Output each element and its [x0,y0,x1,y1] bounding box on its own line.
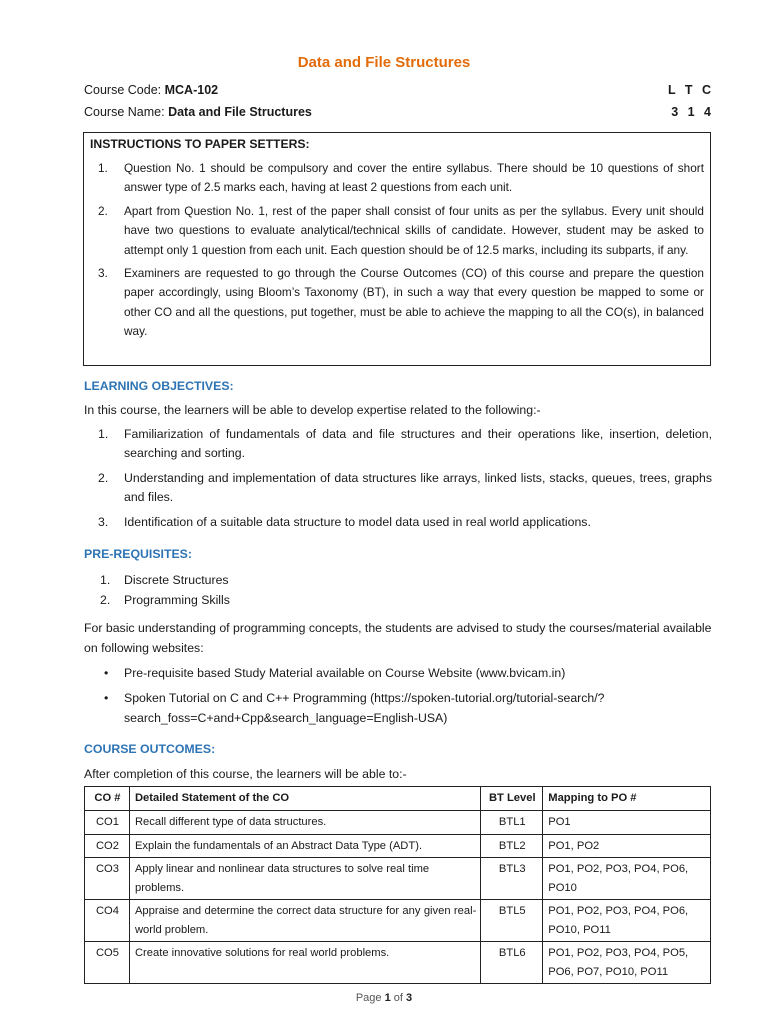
statement-cell: Create innovative solutions for real world problems. [129,942,480,984]
po-cell: PO1 [543,811,711,835]
list-item: • Spoken Tutorial on C and C++ Programming (https://spoken-tutorial.org/tutorial-search/?search_foss=C+and+Cpp&search_language=English-USA) [104,691,605,725]
course-code: MCA-102 [164,83,219,97]
course-outcomes-table [84,786,711,984]
co-cell: CO5 [85,942,130,984]
course-code-label: Course Code: [84,83,165,97]
list-item: • Pre-requisite based Study Material available on Course Website (www.bvicam.in) [104,666,566,680]
table-row [85,900,711,942]
bt-cell: BTL2 [481,834,543,858]
co-cell: CO2 [85,834,130,858]
co-cell: CO3 [85,858,130,900]
table-row [85,834,711,858]
bt-cell: BTL6 [481,942,543,984]
statement-cell: Explain the fundamentals of an Abstract Data Type (ADT). [129,834,480,858]
statement-cell: Apply linear and nonlinear data structures to solve real time problems. [129,858,480,900]
learning-objectives-heading: LEARNING OBJECTIVES: [84,379,234,393]
co-cell: CO1 [85,811,130,835]
column-header: Detailed Statement of the CO [129,787,480,811]
list-item: 1. Familiarization of fundamentals of data and file structures and their operations like, insertion, deletion, searching and sorting. [98,427,712,461]
po-cell: PO1, PO2 [543,834,711,858]
instructions-heading: INSTRUCTIONS TO PAPER SETTERS: [90,137,310,151]
prerequisites-heading: PRE-REQUISITES: [84,547,192,561]
course-outcomes-intro: After completion of this course, the learners will be able to:- [84,767,407,781]
ltc-header: L T C [667,83,712,97]
list-item: 2. Understanding and implementation of data structures like arrays, linked lists, stacks, queues, trees, graphs and files. [98,470,712,505]
bt-cell: BTL1 [481,811,543,835]
bt-cell: BTL3 [481,858,543,900]
list-item: 3. Examiners are requested to go through the Course Outcomes (CO) of this course and prepare the question paper accordingly, using Bloom’s Taxonomy (BT), in such a way that every question be mapped to some or other CO and all the questions, put together, must be able to achieve the mapping to all the CO(s), in balanced way. [98,266,704,339]
column-header: CO # [85,787,130,811]
course-name-row [84,105,714,119]
page-number: 1 [384,992,391,1004]
list-item: 2. Apart from Question No. 1, rest of the paper shall consist of four units as per the syllabus. Every unit should have two questions to evaluate analytical/technical skills of candidate. However, student may be asked to attempt only 1 question from each unit. Each question should be of 12.5 marks, including its subparts, if any. [98,203,704,257]
course-outcomes-heading: COURSE OUTCOMES: [84,742,216,756]
prerequisites-list [84,570,712,610]
list-item: 2. Programming Skills [100,593,230,607]
list-item: 1. Question No. 1 should be compulsory and cover the entire syllabus. There should be 10 questions of short answer type of 2.5 marks each, having at least 2 questions from each unit. [98,161,704,195]
table-header-row [85,787,711,811]
table-row [85,942,711,984]
list-item: 3. Identification of a suitable data structure to model data used in real world applications. [98,514,591,529]
instructions-list [84,159,704,342]
column-header: BT Level [481,787,543,811]
course-name: Data and File Structures [168,105,312,119]
statement-cell: Recall different type of data structures. [129,811,480,835]
po-cell: PO1, PO2, PO3, PO4, PO5, PO6, PO7, PO10, PO11 [543,942,711,984]
page-total: 3 [406,992,413,1004]
learning-objectives-intro: In this course, the learners will be able to develop expertise related to the following:- [84,403,541,417]
ltc-values: 3 1 4 [671,105,712,119]
course-name-label: Course Name: [84,105,169,119]
list-item: 1. Discrete Structures [100,573,229,587]
co-cell: CO4 [85,900,130,942]
table-row [85,858,711,900]
bt-cell: BTL5 [481,900,543,942]
prerequisites-bullets [84,663,712,728]
prerequisites-paragraph: For basic understanding of programming concepts, the students are advised to study the courses/material available on following websites: [84,621,712,655]
column-header: Mapping to PO # [543,787,711,811]
table-row [85,811,711,835]
po-cell: PO1, PO2, PO3, PO4, PO6, PO10 [543,858,711,900]
page-footer: Page 1 of 3 [355,992,413,1004]
learning-objectives-list [84,425,712,532]
instructions-box [83,132,711,366]
statement-cell: Appraise and determine the correct data structure for any given real-world problem. [129,900,480,942]
po-cell: PO1, PO2, PO3, PO4, PO6, PO10, PO11 [543,900,711,942]
document-title: Data and File Structures [297,54,471,71]
course-code-row [84,83,714,97]
